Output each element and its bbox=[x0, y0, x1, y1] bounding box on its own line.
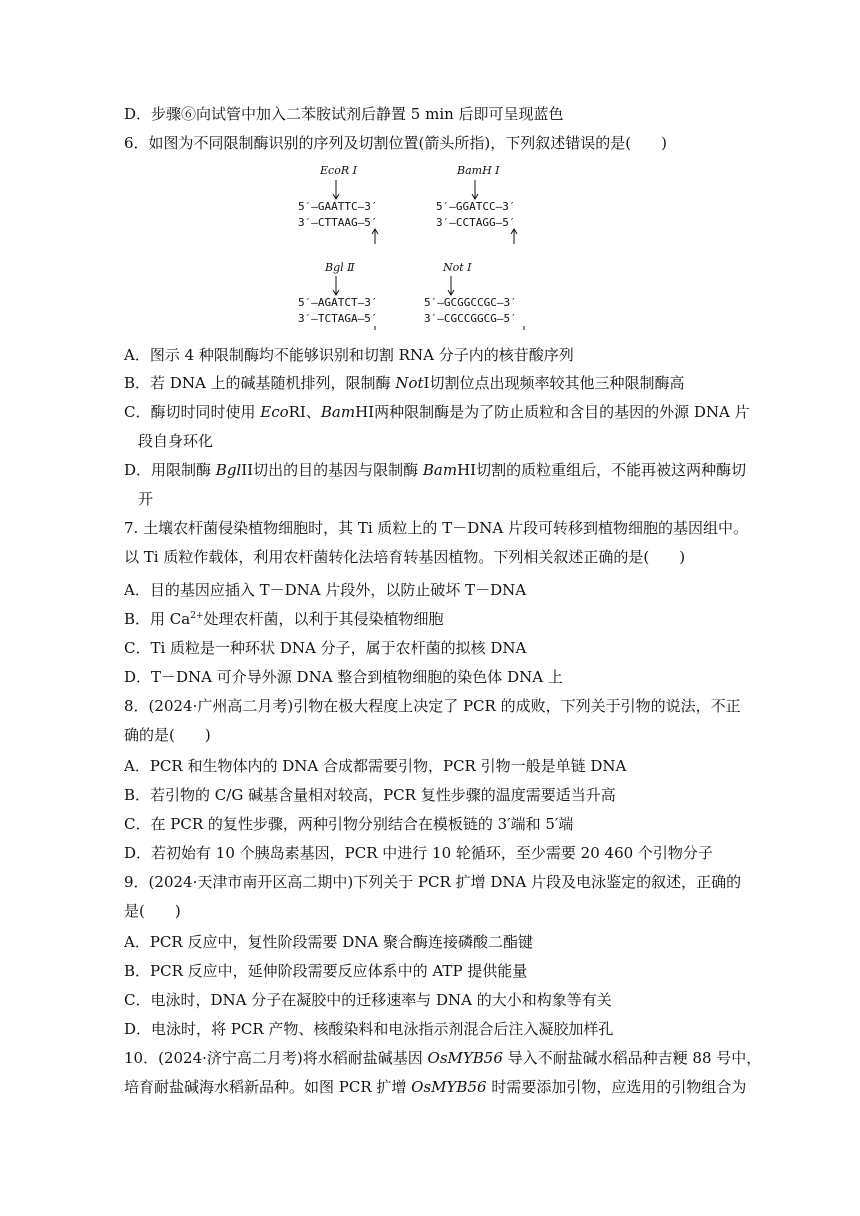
noti-top-strand: 5′—GCGGCCGC—3′ bbox=[424, 296, 517, 309]
text-line bbox=[124, 1048, 761, 1068]
text-span: 培育耐盐碱海水稻新品种。如图 PCR 扩增 bbox=[124, 1078, 412, 1096]
text-span: Eco bbox=[260, 403, 289, 421]
text-span: Not bbox=[395, 374, 424, 392]
text-span: HI两种限制酶是为了防止质粒和含目的基因的外源 DNA 片 bbox=[355, 403, 750, 421]
text-line bbox=[124, 667, 563, 687]
noti-bottom-strand: 3′—CGCCGGCG—5′ bbox=[424, 312, 517, 325]
text-line bbox=[124, 638, 526, 658]
text-line bbox=[124, 402, 750, 422]
text-line bbox=[124, 696, 741, 716]
text-span: A．图示 4 种限制酶均不能够识别和切割 RNA 分子内的核苷酸序列 bbox=[124, 346, 574, 364]
text-span: 是( ) bbox=[124, 902, 181, 920]
text-span: A．目的基因应插入 T－DNA 片段外，以防止破坏 T－DNA bbox=[124, 581, 527, 599]
text-span: II切出的目的基因与限制酶 bbox=[241, 461, 423, 479]
text-span: 以 Ti 质粒作载体，利用农杆菌转化法培育转基因植物。下列相关叙述正确的是( ) bbox=[124, 548, 686, 566]
ecori-bottom-strand: 3′—CTTAAG—5′ bbox=[298, 216, 378, 229]
text-span: D．用限制酶 bbox=[124, 461, 216, 479]
text-span: 时需要添加引物，应选用的引物组合为 bbox=[486, 1078, 747, 1096]
text-span: C．电泳时，DNA 分子在凝胶中的迁移速率与 DNA 的大小和构象等有关 bbox=[124, 991, 612, 1009]
bglii-top-strand: 5′—AGATCT—3′ bbox=[298, 296, 378, 309]
text-span: Bam bbox=[320, 403, 356, 421]
ecori-label: EcoR Ⅰ bbox=[320, 164, 357, 177]
text-span: D．步骤⑥向试管中加入二苯胺试剂后静置 5 min 后即可呈现蓝色 bbox=[124, 105, 564, 123]
text-line bbox=[124, 1077, 746, 1097]
text-line bbox=[124, 990, 612, 1010]
text-span: I切割位点出现频率较其他三种限制酶高 bbox=[423, 374, 685, 392]
text-line bbox=[124, 901, 181, 921]
text-span: 9．(2024·天津市南开区高二期中)下列关于 PCR 扩增 DNA 片段及电泳鉴定的叙述，正确的 bbox=[124, 873, 742, 891]
text-span: Bgl bbox=[215, 461, 242, 479]
text-line bbox=[124, 104, 564, 124]
noti-label: Not Ⅰ bbox=[443, 261, 472, 274]
text-line bbox=[124, 961, 527, 981]
text-line bbox=[124, 725, 211, 745]
bglii-bottom-strand: 3′—TCTAGA—5′ bbox=[298, 312, 378, 325]
text-span: OsMYB56 bbox=[411, 1078, 487, 1096]
text-line bbox=[124, 547, 685, 567]
text-span: B．用 Ca bbox=[124, 610, 191, 628]
text-line bbox=[124, 373, 684, 393]
text-span: B．若引物的 C/G 碱基含量相对较高，PCR 复性步骤的温度需要适当升高 bbox=[124, 786, 616, 804]
restriction-enzyme-figure bbox=[290, 160, 570, 330]
text-span: C．Ti 质粒是一种环状 DNA 分子，属于农杆菌的拟核 DNA bbox=[124, 639, 527, 657]
text-span: RI、 bbox=[288, 403, 321, 421]
text-span: OsMYB56 bbox=[427, 1049, 503, 1067]
text-line bbox=[124, 785, 616, 805]
text-span: D．若初始有 10 个胰岛素基因，PCR 中进行 10 轮循环，至少需要 20 460 个引物分子 bbox=[124, 844, 713, 862]
text-line bbox=[124, 932, 533, 952]
text-line bbox=[124, 580, 526, 600]
text-span: A．PCR 和生物体内的 DNA 合成都需要引物，PCR 引物一般是单链 DNA bbox=[124, 757, 627, 775]
text-span: 导入不耐盐碱水稻品种吉粳 88 号中， bbox=[502, 1049, 762, 1067]
text-span: 处理农杆菌，以利于其侵染植物细胞 bbox=[203, 610, 444, 628]
text-line bbox=[124, 872, 741, 892]
text-line bbox=[124, 843, 713, 863]
text-span: 段自身环化 bbox=[138, 432, 214, 450]
text-span: D．电泳时，将 PCR 产物、核酸染料和电泳指示剂混合后注入凝胶加样孔 bbox=[124, 1020, 614, 1038]
bamhi-top-strand: 5′—GGATCC—3′ bbox=[436, 200, 516, 213]
text-line bbox=[124, 460, 746, 480]
text-span: Bam bbox=[422, 461, 458, 479]
bglii-label: Bgl Ⅱ bbox=[325, 261, 355, 274]
text-span: D．T－DNA 可介导外源 DNA 整合到植物细胞的染色体 DNA 上 bbox=[124, 668, 563, 686]
text-span: B．若 DNA 上的碱基随机排列，限制酶 bbox=[124, 374, 396, 392]
text-line bbox=[138, 489, 153, 509]
text-span: C．酶切时同时使用 bbox=[124, 403, 261, 421]
text-span: HI切割的质粒重组后，不能再被这两种酶切 bbox=[457, 461, 747, 479]
text-line bbox=[124, 1019, 613, 1039]
ecori-top-strand: 5′—GAATTC—3′ bbox=[298, 200, 378, 213]
bamhi-label: BamH Ⅰ bbox=[457, 164, 500, 177]
text-span: 确的是( ) bbox=[124, 726, 211, 744]
text-line bbox=[124, 345, 574, 365]
text-line bbox=[124, 518, 748, 538]
text-span: 开 bbox=[138, 490, 154, 508]
text-line bbox=[124, 756, 626, 776]
text-span: C．在 PCR 的复性步骤，两种引物分别结合在模板链的 3′端和 5′端 bbox=[124, 815, 574, 833]
text-span: 8．(2024·广州高二月考)引物在极大程度上决定了 PCR 的成败，下列关于引物的说法，不正 bbox=[124, 697, 741, 715]
text-span: A．PCR 反应中，复性阶段需要 DNA 聚合酶连接磷酸二酯键 bbox=[124, 933, 533, 951]
text-span: 2+ bbox=[190, 611, 204, 621]
text-span: 10．(2024·济宁高二月考)将水稻耐盐碱基因 bbox=[124, 1049, 428, 1067]
text-line bbox=[124, 814, 573, 834]
text-span: B．PCR 反应中，延伸阶段需要反应体系中的 ATP 提供能量 bbox=[124, 962, 528, 980]
text-span: 7. 土壤农杆菌侵染植物细胞时，其 Ti 质粒上的 T－DNA 片段可转移到植物细胞的基因组中。 bbox=[124, 519, 748, 537]
text-line bbox=[124, 609, 444, 629]
text-line bbox=[124, 133, 667, 153]
bamhi-bottom-strand: 3′—CCTAGG—5′ bbox=[436, 216, 516, 229]
text-line bbox=[138, 431, 213, 451]
text-span: 6．如图为不同限制酶识别的序列及切割位置(箭头所指)，下列叙述错误的是( ) bbox=[124, 134, 667, 152]
